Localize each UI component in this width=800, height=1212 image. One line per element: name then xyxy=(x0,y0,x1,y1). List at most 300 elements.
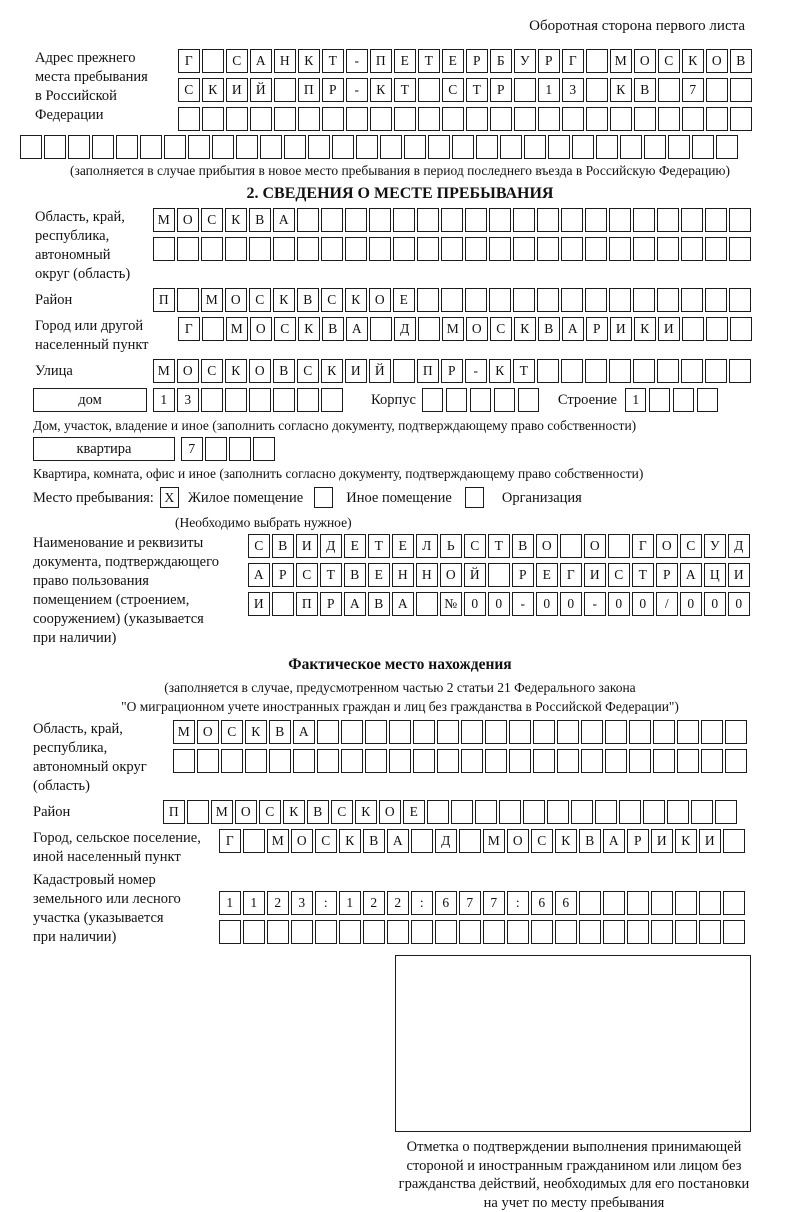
char-box[interactable]: - xyxy=(584,592,606,616)
char-box[interactable]: К xyxy=(514,317,536,341)
char-box[interactable] xyxy=(706,107,728,131)
char-box[interactable]: 0 xyxy=(488,592,510,616)
char-box[interactable]: Ь xyxy=(440,534,462,558)
char-box[interactable] xyxy=(586,78,608,102)
char-box[interactable] xyxy=(187,800,209,824)
char-box[interactable] xyxy=(226,107,248,131)
char-box[interactable]: - xyxy=(346,49,368,73)
char-box[interactable]: М xyxy=(153,359,175,383)
char-box[interactable]: К xyxy=(489,359,511,383)
char-box[interactable] xyxy=(609,288,631,312)
char-box[interactable] xyxy=(341,749,363,773)
char-box[interactable]: О xyxy=(536,534,558,558)
char-box[interactable] xyxy=(417,237,439,261)
char-box[interactable] xyxy=(417,288,439,312)
char-box[interactable]: Й xyxy=(464,563,486,587)
char-box[interactable] xyxy=(202,107,224,131)
char-box[interactable] xyxy=(725,720,747,744)
char-box[interactable] xyxy=(269,749,291,773)
char-box[interactable]: А xyxy=(562,317,584,341)
char-box[interactable] xyxy=(513,237,535,261)
char-box[interactable] xyxy=(297,208,319,232)
char-box[interactable]: 7 xyxy=(682,78,704,102)
char-box[interactable] xyxy=(197,749,219,773)
char-box[interactable]: В xyxy=(269,720,291,744)
char-box[interactable] xyxy=(603,891,625,915)
char-box[interactable]: Д xyxy=(320,534,342,558)
char-box[interactable]: В xyxy=(297,288,319,312)
char-box[interactable] xyxy=(531,920,553,944)
char-box[interactable] xyxy=(585,359,607,383)
char-box[interactable]: О xyxy=(507,829,529,853)
char-box[interactable] xyxy=(225,388,247,412)
char-box[interactable]: 3 xyxy=(177,388,199,412)
char-box[interactable] xyxy=(272,592,294,616)
char-box[interactable]: С xyxy=(221,720,243,744)
char-box[interactable]: А xyxy=(680,563,702,587)
char-box[interactable]: Г xyxy=(560,563,582,587)
char-box[interactable]: С xyxy=(248,534,270,558)
char-box[interactable] xyxy=(442,107,464,131)
char-box[interactable]: Т xyxy=(394,78,416,102)
char-box[interactable]: С xyxy=(249,288,271,312)
char-box[interactable]: Р xyxy=(586,317,608,341)
char-box[interactable]: К xyxy=(339,829,361,853)
char-box[interactable]: 1 xyxy=(153,388,175,412)
char-box[interactable] xyxy=(250,107,272,131)
char-box[interactable]: 2 xyxy=(387,891,409,915)
char-box[interactable] xyxy=(394,107,416,131)
char-box[interactable] xyxy=(609,208,631,232)
char-box[interactable]: Г xyxy=(178,317,200,341)
char-box[interactable]: М xyxy=(211,800,233,824)
char-box[interactable] xyxy=(339,920,361,944)
char-box[interactable] xyxy=(705,288,727,312)
char-box[interactable] xyxy=(561,208,583,232)
char-box[interactable]: П xyxy=(163,800,185,824)
char-box[interactable]: Р xyxy=(322,78,344,102)
char-box[interactable] xyxy=(413,720,435,744)
char-box[interactable] xyxy=(317,720,339,744)
char-box[interactable]: Д xyxy=(728,534,750,558)
char-box[interactable]: М xyxy=(201,288,223,312)
char-box[interactable] xyxy=(730,107,752,131)
char-box[interactable] xyxy=(677,720,699,744)
char-box[interactable]: В xyxy=(307,800,329,824)
char-box[interactable]: С xyxy=(331,800,353,824)
char-box[interactable] xyxy=(284,135,306,159)
char-box[interactable] xyxy=(557,749,579,773)
char-box[interactable] xyxy=(441,237,463,261)
char-box[interactable]: Е xyxy=(344,534,366,558)
char-box[interactable] xyxy=(561,288,583,312)
char-box[interactable] xyxy=(706,78,728,102)
char-box[interactable]: 3 xyxy=(291,891,313,915)
char-box[interactable]: Т xyxy=(466,78,488,102)
char-box[interactable]: К xyxy=(355,800,377,824)
char-box[interactable]: О xyxy=(291,829,313,853)
char-box[interactable] xyxy=(20,135,42,159)
char-box[interactable] xyxy=(581,720,603,744)
char-box[interactable]: Ц xyxy=(704,563,726,587)
char-box[interactable]: О xyxy=(379,800,401,824)
char-box[interactable] xyxy=(427,800,449,824)
char-box[interactable]: 0 xyxy=(464,592,486,616)
char-box[interactable] xyxy=(490,107,512,131)
char-box[interactable]: Д xyxy=(435,829,457,853)
char-box[interactable]: Т xyxy=(368,534,390,558)
char-box[interactable] xyxy=(44,135,66,159)
char-box[interactable] xyxy=(387,920,409,944)
char-box[interactable] xyxy=(489,288,511,312)
char-box[interactable] xyxy=(681,359,703,383)
char-box[interactable] xyxy=(579,891,601,915)
char-box[interactable] xyxy=(293,749,315,773)
char-box[interactable] xyxy=(705,208,727,232)
char-box[interactable]: 1 xyxy=(243,891,265,915)
char-box[interactable] xyxy=(315,920,337,944)
char-box[interactable]: Г xyxy=(632,534,654,558)
char-box[interactable]: О xyxy=(706,49,728,73)
char-box[interactable]: С xyxy=(201,208,223,232)
char-box[interactable]: К xyxy=(345,288,367,312)
char-box[interactable] xyxy=(212,135,234,159)
char-box[interactable]: П xyxy=(417,359,439,383)
char-box[interactable]: Е xyxy=(403,800,425,824)
char-box[interactable] xyxy=(356,135,378,159)
char-box[interactable]: С xyxy=(259,800,281,824)
char-box[interactable]: В xyxy=(273,359,295,383)
char-box[interactable] xyxy=(509,749,531,773)
char-box[interactable] xyxy=(561,237,583,261)
char-box[interactable] xyxy=(627,891,649,915)
char-box[interactable] xyxy=(701,720,723,744)
char-box[interactable]: 0 xyxy=(728,592,750,616)
char-box[interactable] xyxy=(610,107,632,131)
char-box[interactable]: Р xyxy=(466,49,488,73)
char-box[interactable]: К xyxy=(283,800,305,824)
char-box[interactable] xyxy=(202,317,224,341)
char-box[interactable]: Р xyxy=(538,49,560,73)
char-box[interactable]: Р xyxy=(320,592,342,616)
char-box[interactable] xyxy=(500,135,522,159)
char-box[interactable] xyxy=(644,135,666,159)
char-box[interactable]: 2 xyxy=(267,891,289,915)
other-premises-checkbox[interactable] xyxy=(314,487,333,508)
char-box[interactable] xyxy=(298,107,320,131)
char-box[interactable] xyxy=(705,359,727,383)
char-box[interactable]: В xyxy=(538,317,560,341)
char-box[interactable]: О xyxy=(656,534,678,558)
char-box[interactable] xyxy=(643,800,665,824)
char-box[interactable]: В xyxy=(512,534,534,558)
char-box[interactable]: О xyxy=(225,288,247,312)
char-box[interactable]: Е xyxy=(394,49,416,73)
char-box[interactable] xyxy=(274,78,296,102)
char-box[interactable]: К xyxy=(298,49,320,73)
char-box[interactable] xyxy=(697,388,719,412)
char-box[interactable]: К xyxy=(202,78,224,102)
char-box[interactable] xyxy=(404,135,426,159)
char-box[interactable] xyxy=(243,920,265,944)
char-box[interactable] xyxy=(489,237,511,261)
char-box[interactable]: / xyxy=(656,592,678,616)
char-box[interactable] xyxy=(485,749,507,773)
char-box[interactable] xyxy=(466,107,488,131)
char-box[interactable] xyxy=(507,920,529,944)
char-box[interactable]: 6 xyxy=(435,891,457,915)
char-box[interactable] xyxy=(608,534,630,558)
char-box[interactable] xyxy=(297,237,319,261)
char-box[interactable]: В xyxy=(634,78,656,102)
char-box[interactable] xyxy=(579,920,601,944)
char-box[interactable] xyxy=(723,829,745,853)
char-box[interactable]: С xyxy=(321,288,343,312)
char-box[interactable] xyxy=(518,388,540,412)
char-box[interactable] xyxy=(729,359,751,383)
char-box[interactable]: Г xyxy=(178,49,200,73)
char-box[interactable]: С xyxy=(226,49,248,73)
char-box[interactable]: 0 xyxy=(704,592,726,616)
char-box[interactable] xyxy=(380,135,402,159)
char-box[interactable] xyxy=(393,237,415,261)
char-box[interactable] xyxy=(560,534,582,558)
char-box[interactable] xyxy=(205,437,227,461)
char-box[interactable]: 7 xyxy=(483,891,505,915)
char-box[interactable] xyxy=(561,359,583,383)
char-box[interactable]: М xyxy=(173,720,195,744)
char-box[interactable]: - xyxy=(346,78,368,102)
char-box[interactable] xyxy=(675,891,697,915)
char-box[interactable]: Л xyxy=(416,534,438,558)
char-box[interactable]: Н xyxy=(416,563,438,587)
char-box[interactable]: Т xyxy=(488,534,510,558)
char-box[interactable] xyxy=(677,749,699,773)
char-box[interactable]: В xyxy=(579,829,601,853)
char-box[interactable]: Р xyxy=(627,829,649,853)
char-box[interactable] xyxy=(513,288,535,312)
char-box[interactable] xyxy=(658,78,680,102)
char-box[interactable]: 1 xyxy=(625,388,647,412)
char-box[interactable] xyxy=(345,208,367,232)
char-box[interactable]: С xyxy=(442,78,464,102)
char-box[interactable]: Т xyxy=(322,49,344,73)
char-box[interactable] xyxy=(609,359,631,383)
char-box[interactable] xyxy=(729,237,751,261)
char-box[interactable]: С xyxy=(680,534,702,558)
char-box[interactable] xyxy=(514,107,536,131)
char-box[interactable] xyxy=(116,135,138,159)
char-box[interactable] xyxy=(595,800,617,824)
char-box[interactable]: 0 xyxy=(680,592,702,616)
char-box[interactable] xyxy=(729,288,751,312)
char-box[interactable] xyxy=(418,317,440,341)
char-box[interactable] xyxy=(253,437,275,461)
char-box[interactable]: Й xyxy=(250,78,272,102)
char-box[interactable] xyxy=(465,288,487,312)
char-box[interactable] xyxy=(653,749,675,773)
char-box[interactable]: Р xyxy=(441,359,463,383)
char-box[interactable]: П xyxy=(153,288,175,312)
char-box[interactable]: Б xyxy=(490,49,512,73)
char-box[interactable]: 6 xyxy=(555,891,577,915)
char-box[interactable] xyxy=(681,237,703,261)
char-box[interactable]: 0 xyxy=(608,592,630,616)
char-box[interactable]: А xyxy=(248,563,270,587)
char-box[interactable]: К xyxy=(225,359,247,383)
char-box[interactable] xyxy=(715,800,737,824)
residential-checkbox[interactable]: X xyxy=(160,487,179,508)
char-box[interactable] xyxy=(657,288,679,312)
char-box[interactable]: И xyxy=(610,317,632,341)
char-box[interactable]: И xyxy=(651,829,673,853)
char-box[interactable]: С xyxy=(490,317,512,341)
char-box[interactable]: № xyxy=(440,592,462,616)
char-box[interactable]: К xyxy=(555,829,577,853)
char-box[interactable] xyxy=(723,891,745,915)
char-box[interactable] xyxy=(363,920,385,944)
char-box[interactable]: Р xyxy=(490,78,512,102)
char-box[interactable] xyxy=(369,208,391,232)
char-box[interactable]: - xyxy=(512,592,534,616)
char-box[interactable] xyxy=(297,388,319,412)
char-box[interactable]: К xyxy=(682,49,704,73)
char-box[interactable]: : xyxy=(315,891,337,915)
char-box[interactable] xyxy=(725,749,747,773)
char-box[interactable] xyxy=(140,135,162,159)
char-box[interactable]: Е xyxy=(392,534,414,558)
char-box[interactable]: Г xyxy=(219,829,241,853)
char-box[interactable] xyxy=(465,237,487,261)
char-box[interactable]: В xyxy=(363,829,385,853)
char-box[interactable] xyxy=(173,749,195,773)
char-box[interactable] xyxy=(411,829,433,853)
char-box[interactable] xyxy=(675,920,697,944)
char-box[interactable]: С xyxy=(178,78,200,102)
char-box[interactable] xyxy=(476,135,498,159)
char-box[interactable] xyxy=(605,749,627,773)
char-box[interactable] xyxy=(365,720,387,744)
char-box[interactable] xyxy=(585,208,607,232)
char-box[interactable] xyxy=(633,237,655,261)
char-box[interactable] xyxy=(657,237,679,261)
char-box[interactable]: 6 xyxy=(531,891,553,915)
char-box[interactable] xyxy=(548,135,570,159)
char-box[interactable] xyxy=(649,388,671,412)
char-box[interactable]: В xyxy=(368,592,390,616)
char-box[interactable] xyxy=(413,749,435,773)
char-box[interactable] xyxy=(651,891,673,915)
char-box[interactable] xyxy=(682,107,704,131)
char-box[interactable] xyxy=(393,359,415,383)
char-box[interactable]: А xyxy=(344,592,366,616)
char-box[interactable] xyxy=(177,288,199,312)
char-box[interactable]: - xyxy=(465,359,487,383)
char-box[interactable] xyxy=(673,388,695,412)
char-box[interactable] xyxy=(202,49,224,73)
char-box[interactable] xyxy=(461,749,483,773)
char-box[interactable]: А xyxy=(250,49,272,73)
char-box[interactable]: А xyxy=(387,829,409,853)
char-box[interactable]: Т xyxy=(320,563,342,587)
char-box[interactable] xyxy=(483,920,505,944)
char-box[interactable]: П xyxy=(370,49,392,73)
char-box[interactable] xyxy=(416,592,438,616)
char-box[interactable]: О xyxy=(177,359,199,383)
char-box[interactable]: 0 xyxy=(536,592,558,616)
char-box[interactable]: : xyxy=(507,891,529,915)
char-box[interactable] xyxy=(201,388,223,412)
char-box[interactable] xyxy=(524,135,546,159)
char-box[interactable] xyxy=(513,208,535,232)
char-box[interactable] xyxy=(321,388,343,412)
char-box[interactable]: 1 xyxy=(339,891,361,915)
char-box[interactable] xyxy=(346,107,368,131)
char-box[interactable]: К xyxy=(370,78,392,102)
char-box[interactable]: С xyxy=(274,317,296,341)
char-box[interactable] xyxy=(571,800,593,824)
char-box[interactable] xyxy=(658,107,680,131)
char-box[interactable] xyxy=(629,749,651,773)
char-box[interactable]: М xyxy=(442,317,464,341)
char-box[interactable] xyxy=(523,800,545,824)
char-box[interactable] xyxy=(273,237,295,261)
char-box[interactable] xyxy=(537,237,559,261)
char-box[interactable] xyxy=(437,749,459,773)
char-box[interactable] xyxy=(572,135,594,159)
char-box[interactable] xyxy=(437,720,459,744)
char-box[interactable] xyxy=(332,135,354,159)
char-box[interactable]: К xyxy=(273,288,295,312)
char-box[interactable]: О xyxy=(634,49,656,73)
char-box[interactable] xyxy=(488,563,510,587)
char-box[interactable]: 7 xyxy=(181,437,203,461)
char-box[interactable]: К xyxy=(245,720,267,744)
char-box[interactable] xyxy=(470,388,492,412)
char-box[interactable] xyxy=(627,920,649,944)
char-box[interactable]: П xyxy=(298,78,320,102)
char-box[interactable] xyxy=(177,237,199,261)
char-box[interactable] xyxy=(681,288,703,312)
char-box[interactable] xyxy=(201,237,223,261)
char-box[interactable] xyxy=(475,800,497,824)
char-box[interactable] xyxy=(370,317,392,341)
char-box[interactable]: П xyxy=(296,592,318,616)
char-box[interactable] xyxy=(585,237,607,261)
char-box[interactable] xyxy=(446,388,468,412)
char-box[interactable]: Р xyxy=(272,563,294,587)
char-box[interactable]: С xyxy=(531,829,553,853)
char-box[interactable] xyxy=(586,107,608,131)
char-box[interactable]: 0 xyxy=(560,592,582,616)
char-box[interactable] xyxy=(494,388,516,412)
char-box[interactable]: И xyxy=(345,359,367,383)
char-box[interactable]: К xyxy=(225,208,247,232)
char-box[interactable] xyxy=(620,135,642,159)
char-box[interactable] xyxy=(245,749,267,773)
char-box[interactable]: О xyxy=(177,208,199,232)
char-box[interactable]: М xyxy=(153,208,175,232)
char-box[interactable]: Р xyxy=(656,563,678,587)
char-box[interactable]: 0 xyxy=(632,592,654,616)
char-box[interactable] xyxy=(229,437,251,461)
char-box[interactable] xyxy=(389,749,411,773)
char-box[interactable] xyxy=(706,317,728,341)
char-box[interactable] xyxy=(489,208,511,232)
organization-checkbox[interactable] xyxy=(465,487,484,508)
char-box[interactable] xyxy=(651,920,673,944)
char-box[interactable]: М xyxy=(267,829,289,853)
